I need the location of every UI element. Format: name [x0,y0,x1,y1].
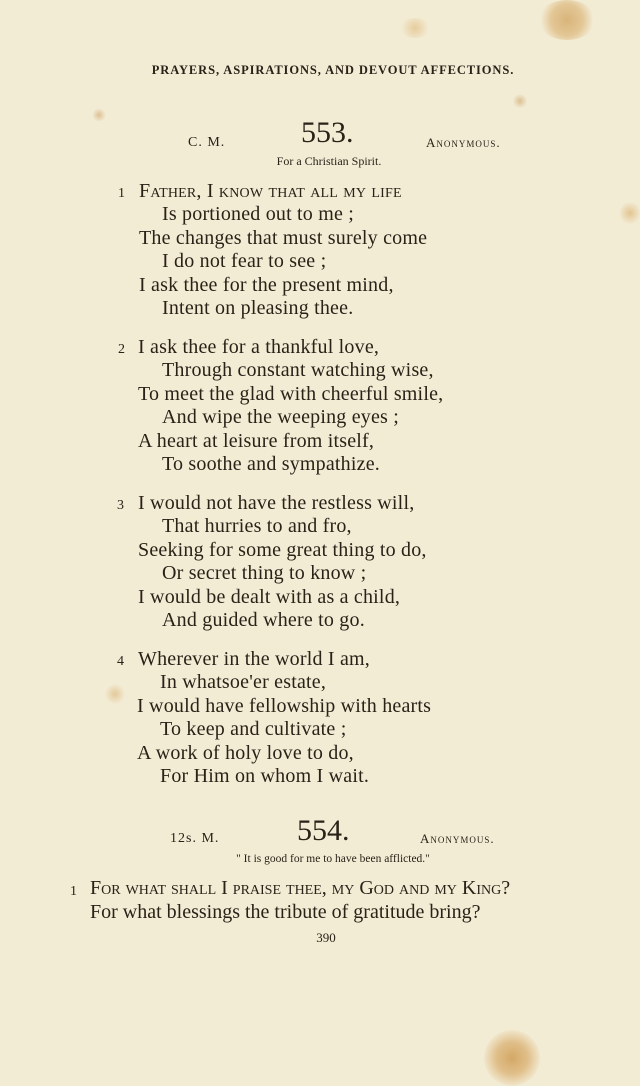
hymn-number: 553. [301,116,354,149]
verse-line: For what blessings the tribute of gratitude bring? [90,901,481,923]
hymn-subtitle: " It is good for me to have been afflicted." [236,853,430,865]
hymn-author: Anonymous. [426,135,501,150]
verse-line: I ask thee for a thankful love, [138,336,380,358]
verse-number: 1 [70,884,77,899]
verse-number: 4 [117,654,124,669]
verse-line: And wipe the weeping eyes ; [162,406,400,428]
verse-line: I would be dealt with as a child, [138,586,401,608]
verse-line: Is portioned out to me ; [162,203,354,225]
foxing-stain [512,94,528,108]
verse-line: In whatsoe'er estate, [160,671,327,693]
verse-line: Wherever in the world I am, [138,648,370,670]
verse-line: Father, I know that all my life [139,180,402,202]
hymn-number: 554. [297,814,350,847]
verse-line: Seeking for some great thing to do, [138,539,427,561]
verse-line: And guided where to go. [162,609,365,631]
hymn-subtitle: For a Christian Spirit. [276,154,382,168]
verse-number: 1 [118,186,125,201]
foxing-stain [538,0,596,40]
foxing-stain [398,18,432,38]
verse-line: I would have fellowship with hearts [137,695,432,717]
verse-line: I would not have the restless will, [138,492,415,514]
hymn-meter: 12s. M. [170,831,220,846]
verse-line: A work of holy love to do, [137,742,354,764]
foxing-stain [620,200,640,226]
verse-number: 3 [117,498,124,513]
foxing-stain [92,108,106,122]
hymn-meter: C. M. [188,135,226,150]
foxing-stain [484,1030,540,1086]
verse-line: I ask thee for the present mind, [139,274,394,296]
verse-line: To meet the glad with cheerful smile, [138,383,444,405]
verse-line: Or secret thing to know ; [162,562,367,584]
foxing-stain [104,684,126,704]
verse-line: Through constant watching wise, [162,359,434,381]
verse-line: To soothe and sympathize. [162,453,380,475]
verse-line: To keep and cultivate ; [160,718,347,740]
verse-line: Intent on pleasing thee. [162,297,354,319]
page-number: 390 [316,930,336,945]
verse-number: 2 [118,342,125,357]
hymn-author: Anonymous. [420,831,495,846]
verse-line: For what shall I praise thee, my God and my King? [90,877,511,899]
verse-line: The changes that must surely come [139,227,428,249]
verse-line: A heart at leisure from itself, [138,430,375,452]
running-header: PRAYERS, ASPIRATIONS, AND DEVOUT AFFECTIONS. [151,63,515,77]
verse-line: I do not fear to see ; [162,250,327,272]
verse-line: That hurries to and fro, [162,515,352,537]
verse-line: For Him on whom I wait. [160,765,370,787]
